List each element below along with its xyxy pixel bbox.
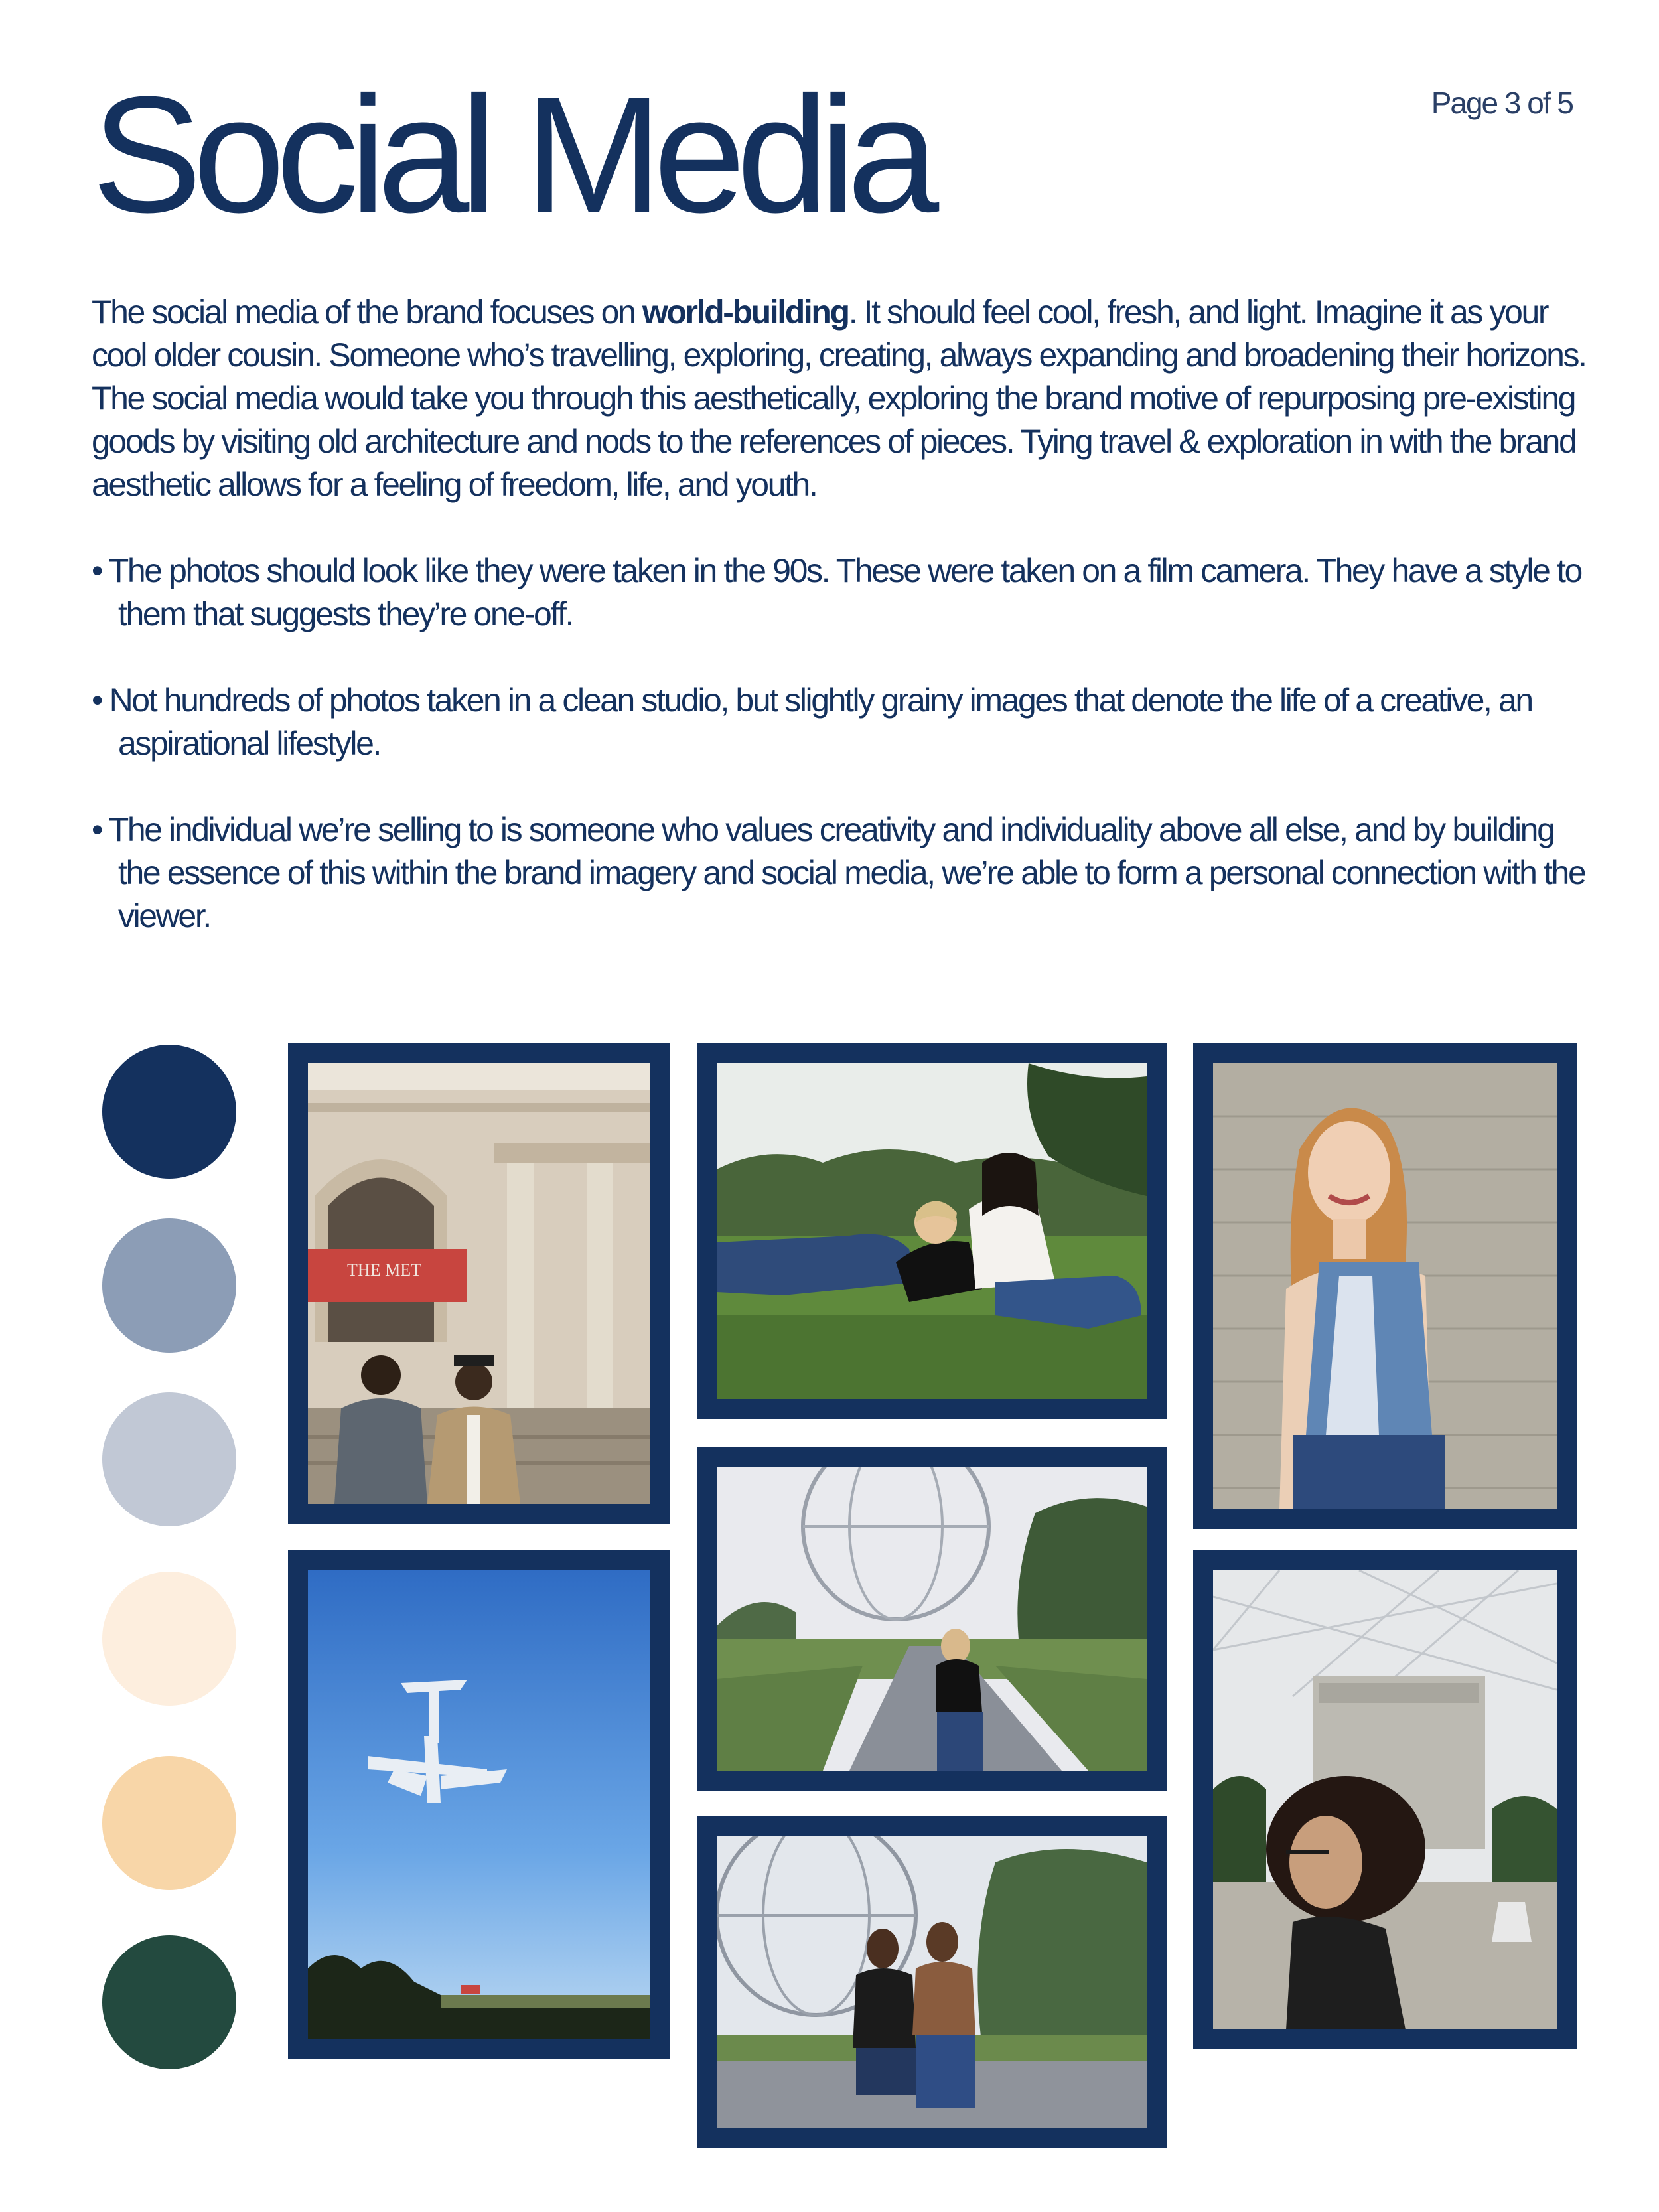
photo-unisphere-path	[697, 1447, 1167, 1791]
palette-swatch-slate-blue	[102, 1218, 236, 1353]
photo-friends-park-image	[717, 1063, 1147, 1399]
photo-atrium-portrait	[1193, 1550, 1577, 2049]
page-title: Social Media	[92, 62, 930, 247]
intro-paragraph: The social media of the brand focuses on world-building. It should feel cool, fresh, and light. Imagine it as your cool older cousin. Someone who’s travelling, exploring, creating, always expanding and broadening their horizons. The social media would take you through this aesthetically, exploring the brand motive of repurposing pre-existing goods by visiting old architecture and nods to the references of pieces. Tying travel & exploration in with the brand aesthetic allows for a feeling of freedom, life, and youth.	[92, 293, 1586, 503]
photo-unisphere-friends-image	[717, 1836, 1147, 2128]
photo-portrait-wall	[1193, 1043, 1577, 1529]
photo-museum-steps-image	[308, 1063, 650, 1504]
bullet-point: • The individual we’re selling to is someone who values creativity and individuality above all else, and by building the essence of this within the brand imagery and social media, we’re able to form a personal connection with the viewer.	[92, 811, 1585, 934]
photo-airplane-sky	[288, 1550, 670, 2059]
page-number: Page 3 of 5	[1431, 86, 1573, 120]
palette-swatch-cream	[102, 1572, 236, 1706]
palette-swatch-forest-green	[102, 1935, 236, 2069]
palette-swatch-light-blue	[102, 1392, 236, 1526]
photo-museum-steps	[288, 1043, 670, 1524]
intro-emphasis: world-building	[642, 293, 849, 331]
palette-swatch-navy	[102, 1045, 236, 1179]
bullet-point: • Not hundreds of photos taken in a clean studio, but slightly grainy images that denote the life of a creative, an aspirational lifestyle.	[92, 682, 1532, 762]
photo-unisphere-friends	[697, 1816, 1167, 2148]
palette-swatch-peach	[102, 1756, 236, 1890]
photo-friends-park	[697, 1043, 1167, 1419]
photo-unisphere-path-image	[717, 1467, 1147, 1771]
body-text	[92, 291, 1591, 981]
photo-atrium-portrait-image	[1213, 1570, 1557, 2029]
museum-banner-text: THE MET	[347, 1260, 421, 1280]
photo-portrait-wall-image	[1213, 1063, 1557, 1509]
photo-airplane-sky-image	[308, 1570, 650, 2039]
bullet-point: • The photos should look like they were taken in the 90s. These were taken on a film camera. They have a style to them that suggests they’re one-off.	[92, 552, 1581, 632]
